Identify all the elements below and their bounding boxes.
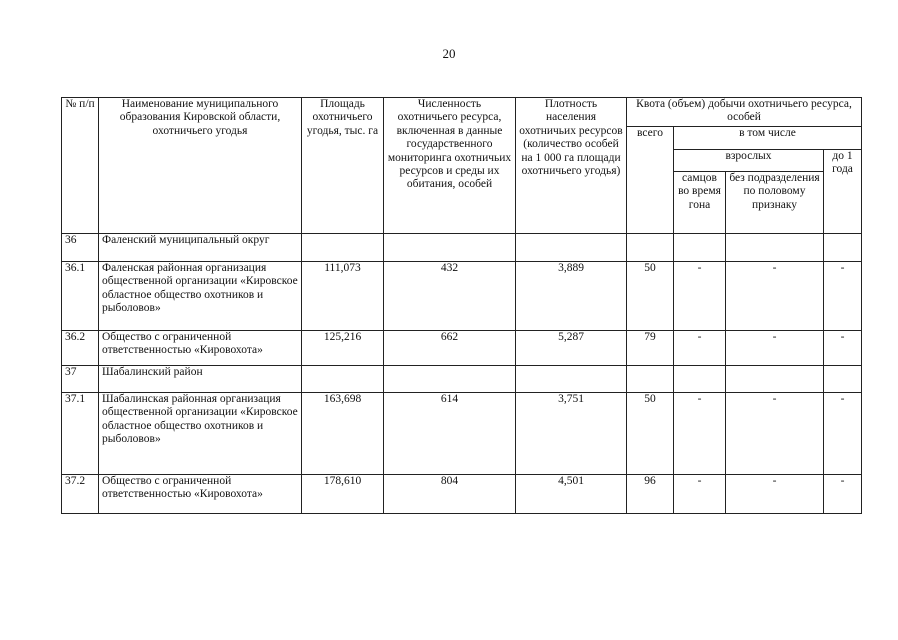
header-density: Плотность населения охотничьих ресурсов (количество особей на 1 000 га площади охотничьего угодья) <box>516 98 627 234</box>
header-quota: Квота (объем) добычи охотничьего ресурса, особей <box>627 98 862 127</box>
row-under1 <box>824 366 862 393</box>
row-total <box>627 366 674 393</box>
row-area: 163,698 <box>302 393 384 475</box>
row-density <box>516 234 627 262</box>
row-no-sex: - <box>726 331 824 366</box>
row-no-sex <box>726 234 824 262</box>
row-density: 3,751 <box>516 393 627 475</box>
row-num: 36 <box>62 234 99 262</box>
row-under1: - <box>824 331 862 366</box>
table-row <box>62 475 862 514</box>
row-under1 <box>824 234 862 262</box>
row-total: 50 <box>627 393 674 475</box>
row-count: 614 <box>384 393 516 475</box>
row-num: 36.2 <box>62 331 99 366</box>
row-no-sex: - <box>726 262 824 331</box>
page-number: 20 <box>442 46 456 61</box>
quota-table <box>61 97 862 514</box>
row-males-rut: - <box>674 393 726 475</box>
header-area: Площадь охотничьего угодья, тыс. га <box>302 98 384 234</box>
row-area <box>302 234 384 262</box>
row-count: 432 <box>384 262 516 331</box>
row-count: 804 <box>384 475 516 514</box>
table-row <box>62 262 862 331</box>
row-under1: - <box>824 393 862 475</box>
row-name: Общество с ограниченной ответственностью «Кировохота» <box>99 331 302 366</box>
row-males-rut: - <box>674 475 726 514</box>
row-count <box>384 366 516 393</box>
header-under1: до 1 года <box>824 150 862 234</box>
row-num: 37.2 <box>62 475 99 514</box>
header-adults: взрослых <box>674 150 824 172</box>
row-num: 36.1 <box>62 262 99 331</box>
table-row <box>62 366 862 393</box>
table-row <box>62 393 862 475</box>
row-density: 3,889 <box>516 262 627 331</box>
row-num: 37 <box>62 366 99 393</box>
header-including: в том числе <box>674 127 862 150</box>
row-area: 178,610 <box>302 475 384 514</box>
row-count <box>384 234 516 262</box>
table-row <box>62 234 862 262</box>
row-total: 96 <box>627 475 674 514</box>
row-males-rut: - <box>674 331 726 366</box>
row-density: 4,501 <box>516 475 627 514</box>
row-area: 111,073 <box>302 262 384 331</box>
row-num: 37.1 <box>62 393 99 475</box>
row-name: Шабалинская районная организация общественной организации «Кировское областное общество охотников и рыболовов» <box>99 393 302 475</box>
row-name: Общество с ограниченной ответственностью «Кировохота» <box>99 475 302 514</box>
row-name: Фаленская районная организация общественной организации «Кировское областное общество охотников и рыболовов» <box>99 262 302 331</box>
table-body <box>62 234 862 514</box>
header-count: Численность охотничьего ресурса, включенная в данные государственного мониторинга охотничьих ресурсов и среды их обитания, особей <box>384 98 516 234</box>
row-density: 5,287 <box>516 331 627 366</box>
header-num: № п/п <box>62 98 99 234</box>
header-no-sex: без подразделения по половому признаку <box>726 172 824 234</box>
row-area: 125,216 <box>302 331 384 366</box>
row-no-sex <box>726 366 824 393</box>
row-total <box>627 234 674 262</box>
row-no-sex: - <box>726 475 824 514</box>
row-males-rut <box>674 234 726 262</box>
row-under1: - <box>824 262 862 331</box>
row-no-sex: - <box>726 393 824 475</box>
row-name: Фаленский муниципальный округ <box>99 234 302 262</box>
row-males-rut: - <box>674 262 726 331</box>
table-header <box>62 98 862 234</box>
row-total: 50 <box>627 262 674 331</box>
row-under1: - <box>824 475 862 514</box>
table-row <box>62 331 862 366</box>
row-name: Шабалинский район <box>99 366 302 393</box>
header-total: всего <box>627 127 674 234</box>
row-area <box>302 366 384 393</box>
row-total: 79 <box>627 331 674 366</box>
row-density <box>516 366 627 393</box>
row-count: 662 <box>384 331 516 366</box>
header-name: Наименование муниципального образования Кировской области, охотничьего угодья <box>99 98 302 234</box>
header-males-rut: самцов во время гона <box>674 172 726 234</box>
row-males-rut <box>674 366 726 393</box>
